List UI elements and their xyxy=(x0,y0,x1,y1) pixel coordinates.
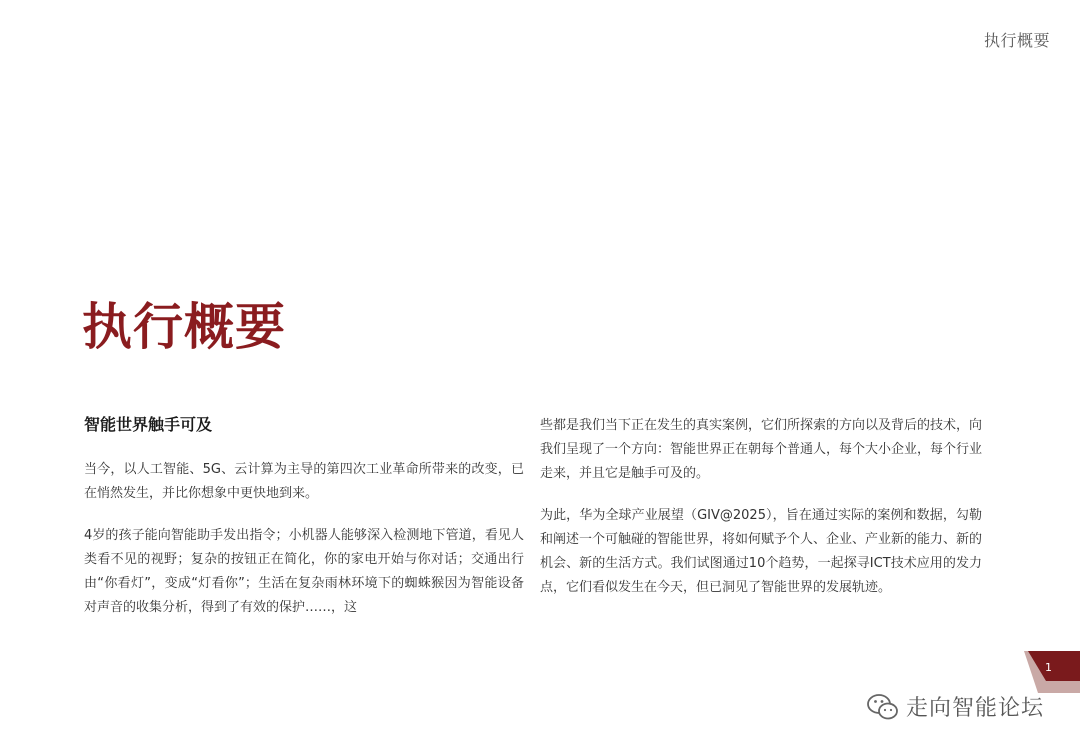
section-heading: 智能世界触手可及 xyxy=(84,415,213,434)
page-number: 1 xyxy=(1045,661,1052,674)
watermark-text: 走向智能论坛 xyxy=(905,696,1044,721)
paragraph: 为此，华为全球产业展望（GIV@2025），旨在通过实际的案例和数据，勾勒和阐述一个可触碰的智能世界，将如何赋予个人、企业、产业新的能力、新的机会、新的生活方式。我们试图通过10个趋势，一起探寻ICT技术应用的发力点，它们看似发生在今天，但已洞见了智能世界的发展轨迹。 xyxy=(540,508,983,595)
wechat-icon xyxy=(866,692,900,722)
paragraph: 些都是我们当下正在发生的真实案例，它们所探索的方向以及背后的技术，向我们呈现了一个方向：智能世界正在朝每个普通人，每个大小企业，每个行业走来，并且它是触手可及的。 xyxy=(540,418,983,481)
left-column xyxy=(84,414,524,638)
page-corner-mark xyxy=(1024,651,1080,693)
paragraph: 4岁的孩子能向智能助手发出指令；小机器人能够深入检测地下管道，看见人类看不见的视野；复杂的按钮正在简化，你的家电开始与你对话；交通出行由“你看灯”，变成“灯看你”；生活在复杂雨林环境下的蜘蛛猴因为智能设备对声音的收集分析，得到了有效的保护……，这 xyxy=(84,528,524,615)
page-title: 执行概要 xyxy=(82,297,286,356)
watermark xyxy=(866,691,1044,722)
header-section-label: 执行概要 xyxy=(983,31,1050,50)
paragraph: 当今，以人工智能、5G、云计算为主导的第四次工业革命所带来的改变，已在悄然发生，并比你想象中更快地到来。 xyxy=(84,462,524,501)
right-column xyxy=(540,414,982,618)
